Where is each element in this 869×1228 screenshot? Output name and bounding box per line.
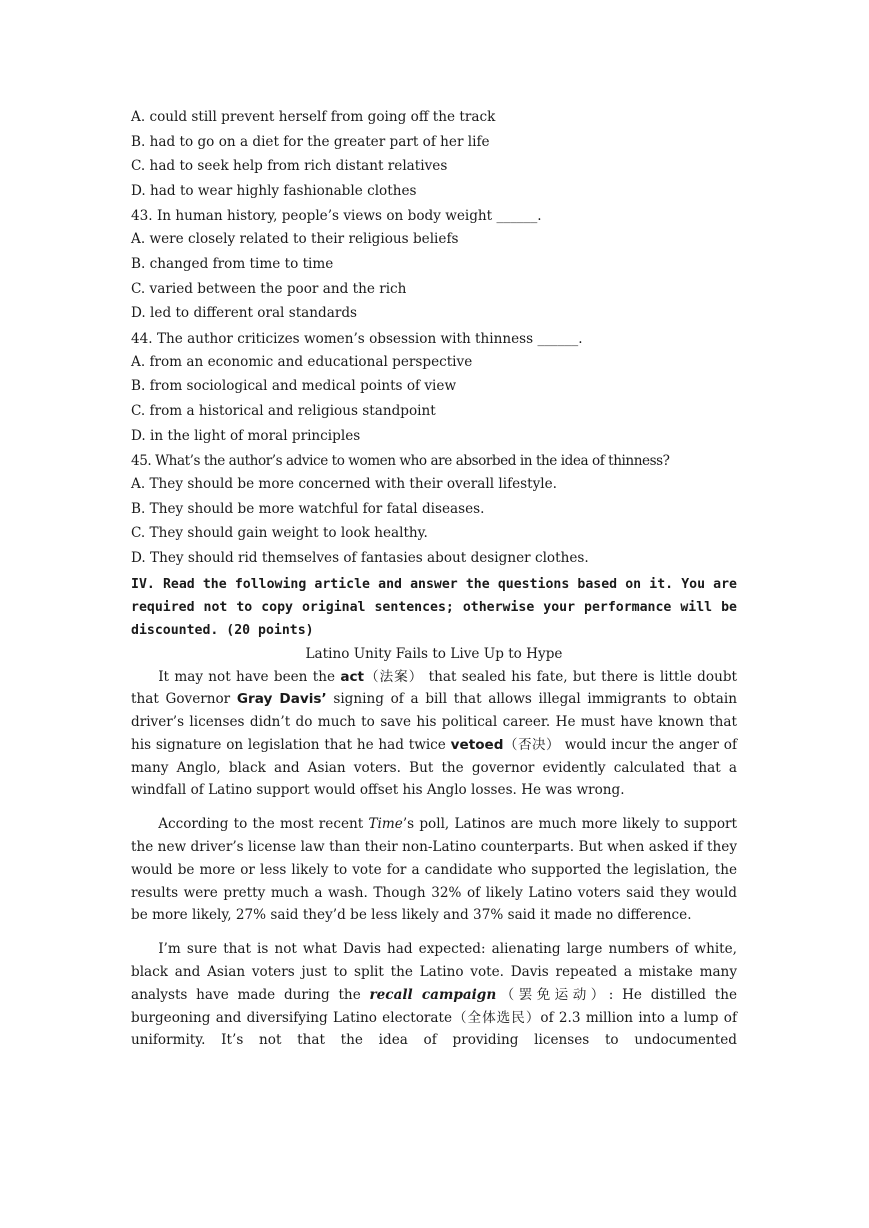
question-44 (131, 328, 737, 448)
p2-text-1: According to the most recent (158, 816, 369, 833)
p1-term-vetoed: vetoed (450, 736, 504, 753)
article-paragraph-1 (131, 666, 737, 803)
q45-option-b: B. They should be more watchful for fatal diseases. (131, 500, 485, 517)
q45-option-d: D. They should rid themselves of fantasies about designer clothes. (131, 549, 589, 566)
p1-text-1: It may not have been the (158, 668, 341, 685)
q44-option-a: A. from an economic and educational perspective (131, 353, 473, 370)
q42-option-b: B. had to go on a diet for the greater part of her life (131, 133, 490, 150)
q45-option-a: A. They should be more concerned with their overall lifestyle. (131, 476, 557, 493)
q44-stem: 44. The author criticizes women’s obsession with thinness ______. (131, 330, 583, 347)
article-title: Latino Unity Fails to Live Up to Hype (305, 645, 563, 662)
p1-text-4: （否决） would incur the anger of many Anglo, black and Asian voters. But the governor evidently calculated that a windfall of Latino support would offset his Anglo losses. He was wrong. (131, 736, 738, 799)
q44-option-d: D. in the light of moral principles (131, 427, 361, 444)
article-paragraph-2 (131, 813, 737, 927)
q43-option-d: D. led to different oral standards (131, 305, 358, 322)
q42-option-a: A. could still prevent herself from going off the track (131, 109, 496, 125)
p1-term-act: act (340, 668, 365, 685)
question-43 (131, 205, 737, 325)
p3-term-recall-campaign: recall campaign (369, 986, 497, 1003)
q43-option-b: B. changed from time to time (131, 255, 334, 272)
p1-text-2: （法案） that sealed his fate, but there is little doubt that Governor (131, 668, 737, 708)
q44-option-c: C. from a historical and religious standpoint (131, 402, 436, 419)
p3-text-2: （罢免运动）: He distilled the burgeoning and diversifying Latino electorate（全体选民）of 2.3 million into a lump of uniformity. It’s not that the idea of providing licenses to undocumented (131, 986, 737, 1049)
p3-text-1: I’m sure that is not what Davis had expected: alienating large numbers of white, black and Asian voters just to split the Latino vote. Davis repeated a mistake many analysts have made during the (131, 941, 737, 1003)
q43-option-c: C. varied between the poor and the rich (131, 280, 407, 297)
q43-stem: 43. In human history, people’s views on body weight ______. (131, 208, 542, 225)
p2-text-2: ’s poll, Latinos are much more likely to support the new driver’s license law than their non-Latino counterparts. But when asked if they would be more or less likely to vote for a candidate who supported the legislation, the results were pretty much a wash. Though 32% of likely Latino voters said they would be more likely, 27% said they’d be less likely and 37% said it made no difference. (131, 816, 737, 924)
question-42-options (131, 105, 737, 203)
q42-option-c: C. had to seek help from rich distant relatives (131, 158, 448, 175)
q44-option-b: B. from sociological and medical points of view (131, 378, 457, 395)
article-paragraph-3 (131, 938, 737, 1052)
p1-term-gray-davis: Gray Davis’ (236, 691, 327, 708)
section-iv-heading: IV. Read the following article and answer the questions based on it. You are required not to copy original sentences; otherwise your performance will be discounted. (20 points) (131, 576, 737, 638)
q45-stem: 45. What’s the author’s advice to women who are absorbed in the idea of thinness? (131, 453, 670, 470)
question-45 (131, 450, 737, 570)
q42-option-d: D. had to wear highly fashionable clothes (131, 182, 417, 199)
p1-text-3: signing of a bill that allows illegal immigrants to obtain driver’s licenses didn’t do much to save his political career. He must have known that his signature on legislation that he had twice (131, 691, 737, 753)
q43-option-a: A. were closely related to their religious beliefs (131, 231, 459, 248)
document-page (131, 105, 737, 1063)
p2-term-time: Time (368, 816, 403, 833)
q45-option-c: C. They should gain weight to look healthy. (131, 525, 428, 542)
